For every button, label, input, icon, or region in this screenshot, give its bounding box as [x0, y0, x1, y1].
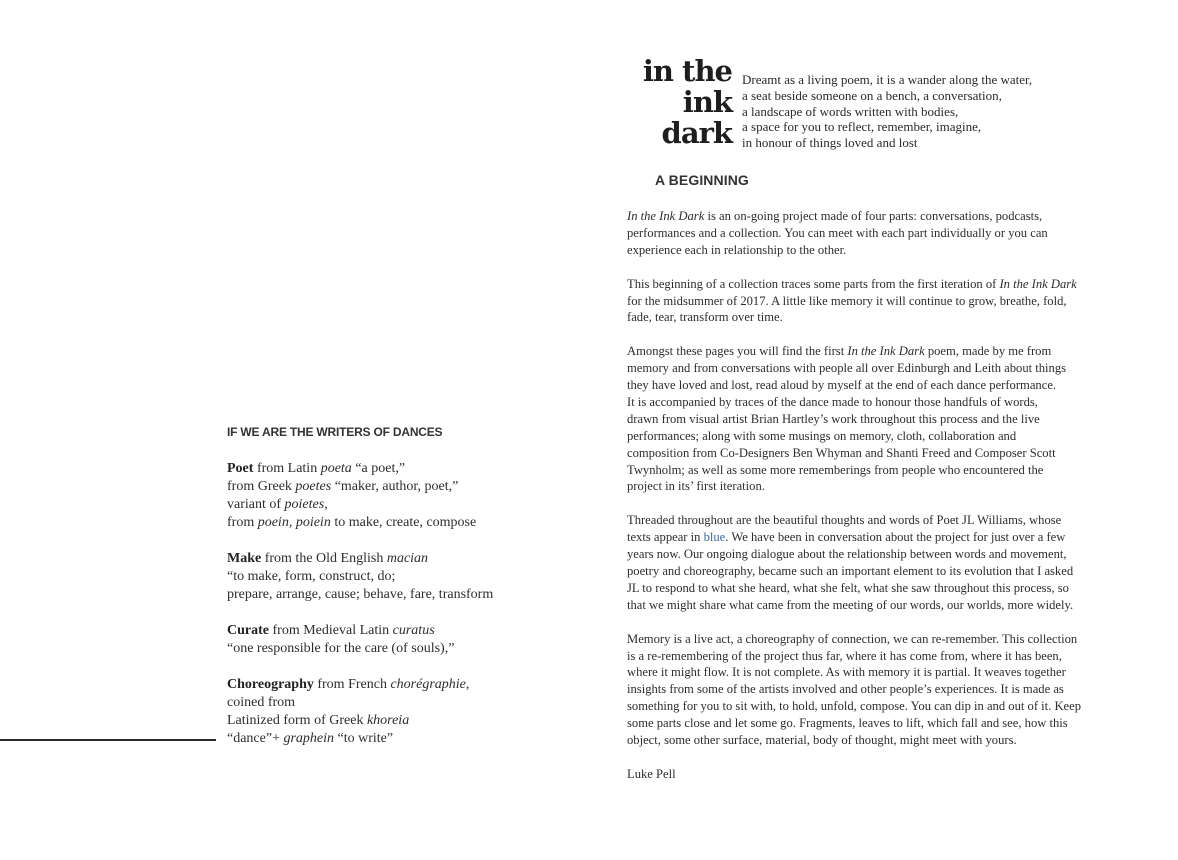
title-line: dark — [661, 116, 732, 150]
book-title — [640, 56, 732, 149]
ety-line: prepare, arrange, cause; behave, fare, transform — [227, 587, 494, 602]
etymology-entry-choreography — [227, 676, 567, 748]
ety-line: “one responsible for the care (of souls),” — [227, 641, 455, 656]
etymology-list — [227, 460, 567, 766]
title-line: in the — [642, 54, 732, 88]
title-line: ink — [682, 85, 732, 119]
paragraph-5: Memory is a live act, a choreography of connection, we can re-remember. This collection is a re-remembering of the project thus far, where it has come from, where it has been, where it might flow. It is not complete. As with memory it is partial. It weaves together insights from some of the artists involved and other people’s experiences. It is made as something for you to sit with, to hold, unfold, compose. You can dip in and out of it. Keep some parts close and let some go. Fragments, leaves to lift, which fall and see, how this object, some other surface, material, body of thought, might meet with yours. — [627, 631, 1082, 748]
paragraph-4: Threaded throughout are the beautiful thoughts and words of Poet JL Williams, whose texts appear in blue. We have been in conversation about the project for just over a few years now. Our ongoing dialogue about the relationship between words and movement, poetry and choreography, became such an important element to its evolution that I asked JL to respond to what she heard, what she felt, what she saw throughout this process, so that we might share what came from the meeting of our words, our worlds, more widely. — [627, 513, 1074, 612]
intro-poem — [742, 72, 1032, 151]
ety-line: Latinized form of Greek khoreia — [227, 713, 410, 728]
horizontal-rule — [0, 739, 216, 741]
ety-line: “to make, form, construct, do; — [227, 569, 396, 584]
ety-line: Poet from Latin poeta “a poet,” — [227, 461, 406, 476]
section-heading: A BEGINNING — [655, 172, 749, 188]
poem-line: a seat beside someone on a bench, a conversation, — [742, 87, 1002, 103]
poem-line: a space for you to reflect, remember, imagine, — [742, 119, 982, 135]
poem-line: a landscape of words written with bodies, — [742, 103, 959, 119]
ety-line: Choreography from French chorégraphie, — [227, 677, 470, 692]
ety-term: Curate — [227, 623, 269, 638]
signature: Luke Pell — [627, 766, 676, 781]
ety-term: Choreography — [227, 677, 314, 692]
paragraph-3: Amongst these pages you will find the first In the Ink Dark poem, made by me from memory and from conversations with people all over Edinburgh and Leith about things they have loved and lost, read aloud by myself at the end of each dance performance. It is accompanied by traces of the dance made to honour those handfuls of words, drawn from visual artist Brian Hartley’s work throughout this process and the live performances; along with some musings on memory, cloth, collaboration and composition from Co-Designers Ben Whyman and Shanti Freed and Composer Scott Twynholm; as well as some more rememberings from people who encountered the project in its’ first iteration. — [627, 344, 1067, 494]
etymology-entry-make — [227, 550, 567, 604]
ety-line: variant of poietes, — [227, 497, 328, 512]
ety-term: Poet — [227, 461, 254, 476]
paragraph-1: In the Ink Dark is an on-going project made of four parts: conversations, podcasts, performances and a collection. You can meet with each part individually or you can experience each in relationship to the other. — [627, 209, 1048, 257]
poem-line: in honour of things loved and lost — [742, 135, 918, 151]
left-page-heading: IF WE ARE THE WRITERS OF DANCES — [227, 425, 443, 439]
ety-line: Curate from Medieval Latin curatus — [227, 623, 435, 638]
paragraph-2: This beginning of a collection traces some parts from the first iteration of In the Ink Dark for the midsummer of 2017. A little like memory it will continue to grow, breathe, fold, fade, tear, transform over time. — [627, 276, 1077, 325]
ety-line: Make from the Old English macian — [227, 551, 429, 566]
blue-word: blue — [703, 530, 726, 545]
ety-line: coined from — [227, 695, 296, 710]
etymology-entry-poet — [227, 460, 567, 532]
ety-term: Make — [227, 551, 262, 566]
ety-line: from poein, poiein to make, create, compose — [227, 515, 477, 530]
ety-line: “dance”+ graphein “to write” — [227, 731, 394, 746]
body-text — [627, 208, 1127, 800]
ety-line: from Greek poetes “maker, author, poet,” — [227, 479, 459, 494]
poem-line: Dreamt as a living poem, it is a wander along the water, — [742, 72, 1033, 87]
etymology-entry-curate — [227, 622, 567, 658]
